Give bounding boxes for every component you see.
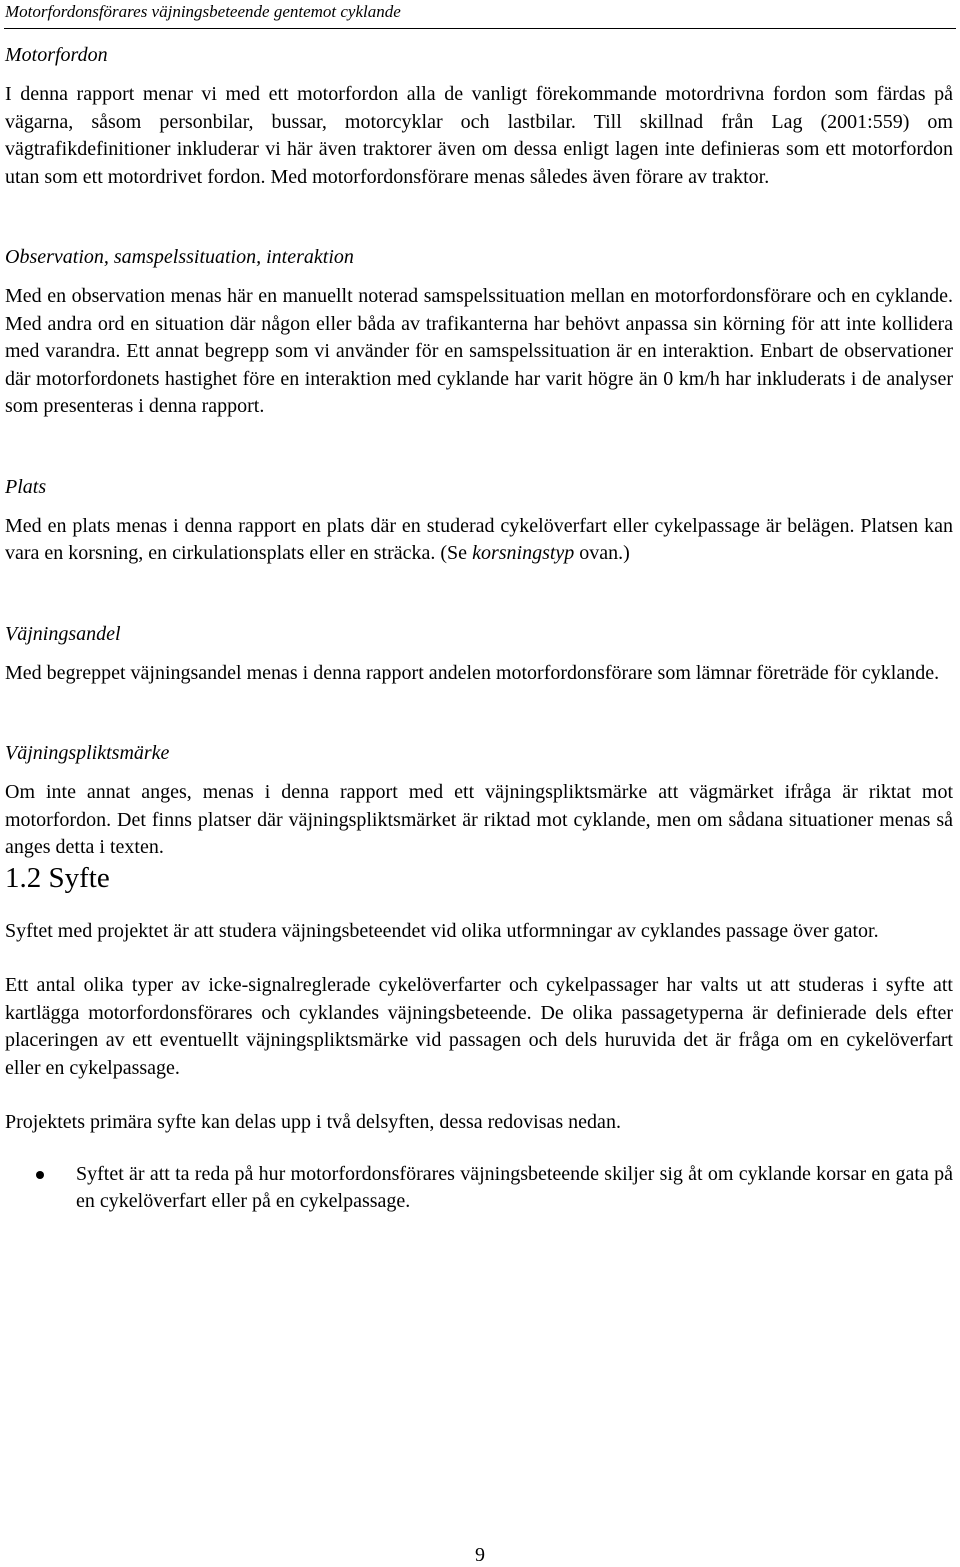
- bullet-dot-icon: [36, 1171, 44, 1179]
- heading-syfte: 1.2 Syfte: [5, 861, 110, 894]
- section-body-vajningsandel: Med begreppet väjningsandel menas i denna rapport andelen motorfordonsförare som lämnar företräde för cyklande.: [5, 661, 940, 684]
- syfte-paragraph-2: Ett antal olika typer av icke-signalreglerade cykelöverfarter och cykelpassager har valts ut att studeras i syfte att kartlägga motorfordonsförares och cyklandes väjningsbeteende. De olika passagetyperna är definierade dels efter placeringen av ett eventuellt väjningspliktsmärke vid passagen och dels huruvida det är fråga om en cykelöverfart eller en cykelpassage.: [5, 974, 953, 1079]
- page-content: [5, 41, 953, 1216]
- section-title-vajningsandel: Väjningsandel: [5, 622, 121, 645]
- section-title-plats: Plats: [5, 475, 47, 498]
- section-body-vajningspliktsmarke: Om inte annat anges, menas i denna rapport med ett väjningspliktsmärke att vägmärket ifråga är riktat mot motorfordon. Det finns platser där väjningspliktsmärket är riktad mot cyklande, men om sådana situationer menas så anges detta i texten.: [5, 781, 953, 858]
- syfte-bullet-list: [5, 1161, 953, 1216]
- plats-text-after: ovan.): [574, 542, 630, 564]
- section-title-vajningspliktsmarke: Väjningspliktsmärke: [5, 742, 170, 764]
- header-rule: [4, 28, 956, 29]
- section-body-observation: Med en observation menas här en manuellt noterad samspelssituation mellan en motorfordonsförare och en cyklande. Med andra ord en situation där någon eller båda av trafikanterna har behövt anpassa sin körning för att inte kollidera med varandra. Ett annat begrepp som vi använder för en samspelssituation är en interaktion. Enbart de observationer där motorfordonets hastighet före en interaktion med cyklande har varit högre än 0 km/h har inkluderats i de analyser som presenteras i denna rapport.: [5, 285, 953, 417]
- section-title-motorfordon: Motorfordon: [5, 44, 108, 66]
- list-item: [5, 1161, 953, 1216]
- section-body-motorfordon: I denna rapport menar vi med ett motorfordon alla de vanligt förekommande motordrivna fordon som färdas på vägarna, såsom personbilar, bussar, motorcyklar och lastbilar. Till skillnad från Lag (2001:559) om vägtrafikdefinitioner inkluderar vi här även traktorer även om dessa enligt lagen inte definieras som ett motorfordon utan som ett motordrivet fordon. Med motorfordonsförare menas således även förare av traktor.: [5, 83, 953, 188]
- page-number: 9: [475, 1544, 485, 1566]
- plats-text-before: Med en plats menas i denna rapport en plats där en studerad cykelöverfart eller cykelpassage är belägen. Platsen kan vara en korsning, en cirkulationsplats eller en sträcka. (Se: [5, 514, 953, 564]
- syfte-paragraph-1: Syftet med projektet är att studera väjningsbeteendet vid olika utformningar av cyklandes passage över gator.: [5, 919, 879, 942]
- plats-text-italic: korsningstyp: [472, 542, 575, 564]
- running-header: Motorfordonsförares väjningsbeteende gentemot cyklande: [5, 2, 401, 21]
- bullet-text: Syftet är att ta reda på hur motorfordonsförares väjningsbeteende skiljer sig åt om cyklande korsar en gata på en cykelöverfart eller på en cykelpassage.: [76, 1162, 953, 1212]
- section-body-plats: [5, 513, 953, 568]
- syfte-paragraph-3: Projektets primära syfte kan delas upp i två delsyften, dessa redovisas nedan.: [5, 1111, 621, 1133]
- section-title-observation: Observation, samspelssituation, interaktion: [5, 246, 354, 268]
